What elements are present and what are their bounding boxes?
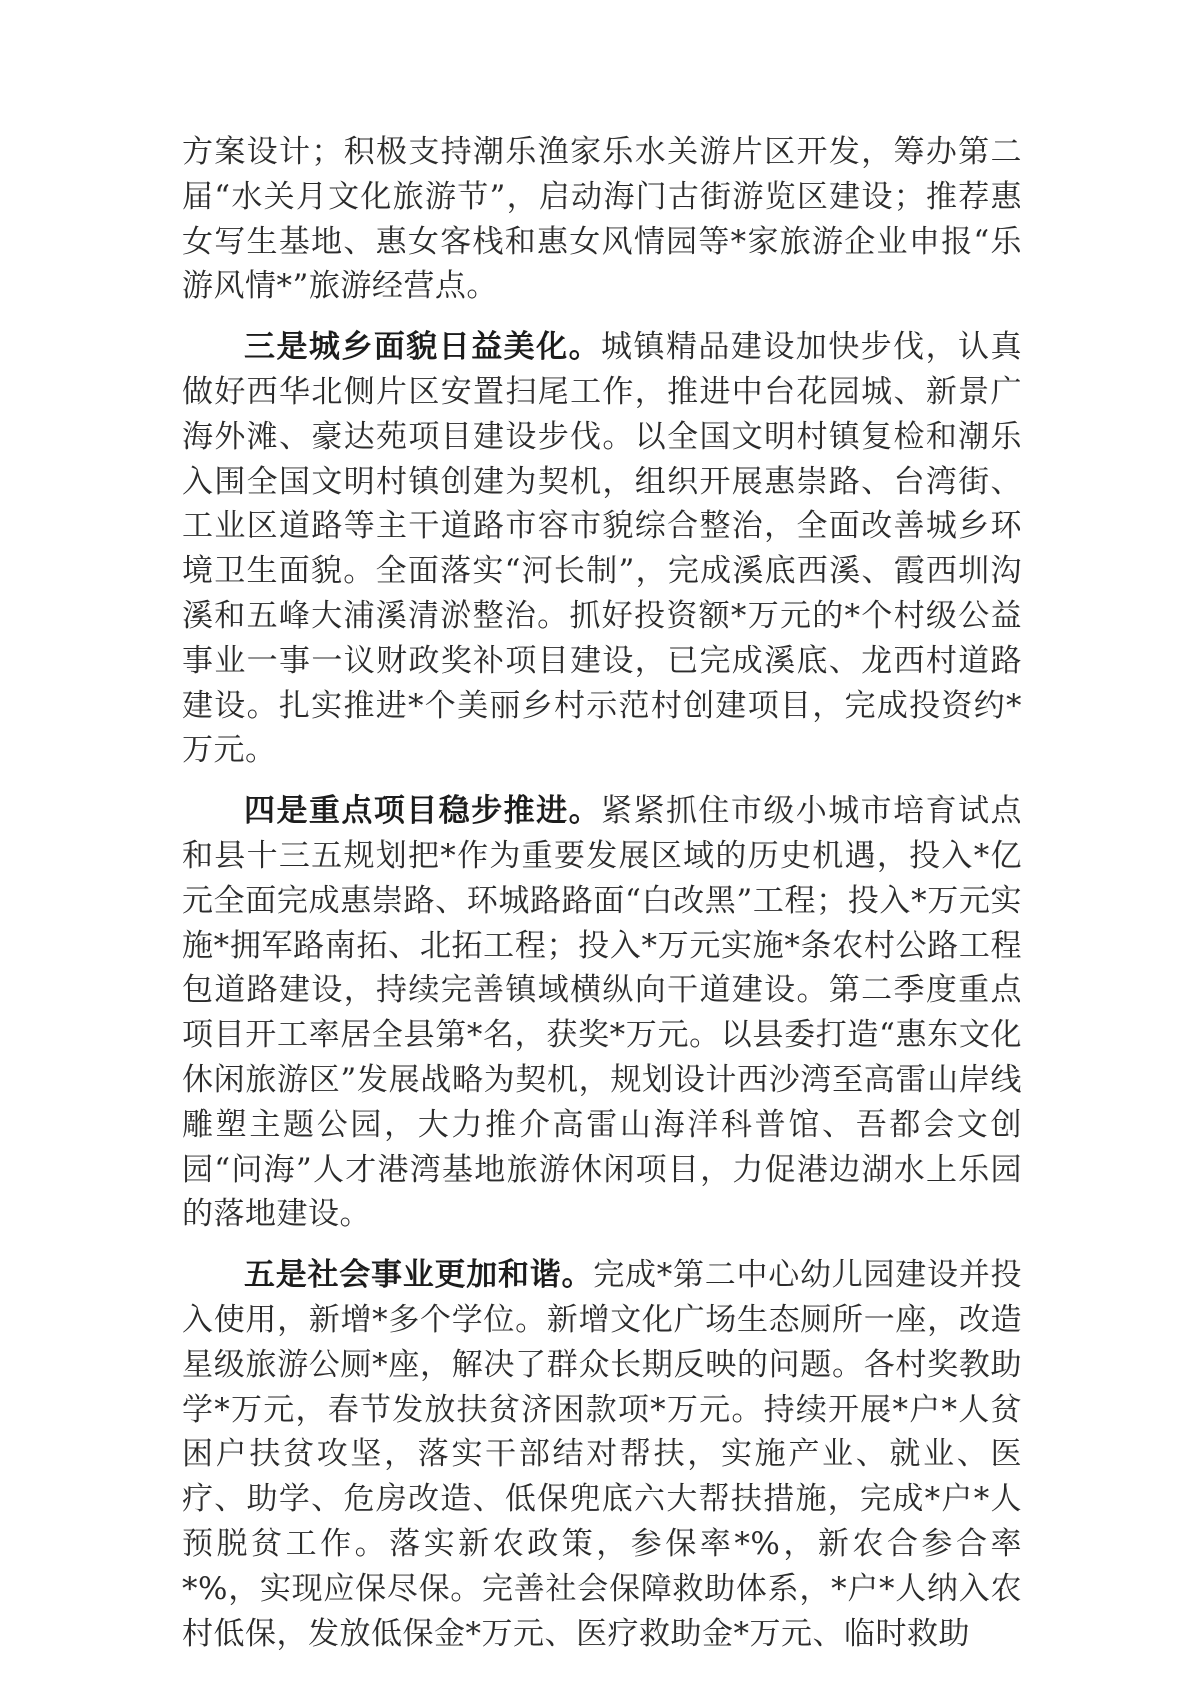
paragraph-heading: 三是城乡面貌日益美化。 [244,329,602,366]
paragraph-social-affairs [182,1253,1022,1656]
paragraph-heading: 四是重点项目稳步推进。 [244,793,602,830]
paragraph-text: 完成*第二中心幼儿园建设并投入使用，新增*多个学位。新增文化广场生态厕所一座，改造星级旅游公厕*座，解决了群众长期反映的问题。各村奖教助学*万元，春节发放扶贫济困款项*万元。持续开展*户*人贫困户扶贫攻坚，落实干部结对帮扶，实施产业、就业、医疗、助学、危房改造、低保兜底六大帮扶措施，完成*户*人预脱贫工作。落实新农政策，参保率*%，新农合参合率*%，实现应保尽保。完善社会保障救助体系，*户*人纳入农村低保，发放低保金*万元、医疗救助金*万元、临时救助 [182,1257,1022,1652]
paragraph-text: 方案设计；积极支持潮乐渔家乐水关游片区开发，筹办第二届“水关月文化旅游节”，启动海门古街游览区建设；推荐惠女写生基地、惠女客栈和惠女风情园等*家旅游企业申报“乐游风情*”旅游经营点。 [182,134,1022,305]
paragraph-key-projects [182,789,1022,1237]
document-body [182,130,1022,1672]
paragraph-continuation [182,130,1022,309]
paragraph-heading: 五是社会事业更加和谐。 [244,1257,594,1294]
paragraph-urban-rural [182,325,1022,773]
paragraph-text: 城镇精品建设加快步伐，认真做好西华北侧片区安置扫尾工作，推进中台花园城、新景广海外滩、豪达苑项目建设步伐。以全国文明村镇复检和潮乐入围全国文明村镇创建为契机，组织开展惠崇路、台湾街、工业区道路等主干道路市容市貌综合整治，全面改善城乡环境卫生面貌。全面落实“河长制”，完成溪底西溪、霞西圳沟溪和五峰大浦溪清淤整治。抓好投资额*万元的*个村级公益事业一事一议财政奖补项目建设，已完成溪底、龙西村道路建设。扎实推进*个美丽乡村示范村创建项目，完成投资约*万元。 [182,329,1023,769]
paragraph-text: 紧紧抓住市级小城市培育试点和县十三五规划把*作为重要发展区域的历史机遇，投入*亿元全面完成惠崇路、环城路路面“白改黑”工程；投入*万元实施*拥军路南拓、北拓工程；投入*万元实施*条农村公路工程包道路建设，持续完善镇域横纵向干道建设。第二季度重点项目开工率居全县第*名，获奖*万元。以县委打造“惠东文化休闲旅游区”发展战略为契机，规划设计西沙湾至高雷山岸线雕塑主题公园，大力推介高雷山海洋科普馆、吾都会文创园“问海”人才港湾基地旅游休闲项目，力促港边湖水上乐园的落地建设。 [182,793,1023,1233]
